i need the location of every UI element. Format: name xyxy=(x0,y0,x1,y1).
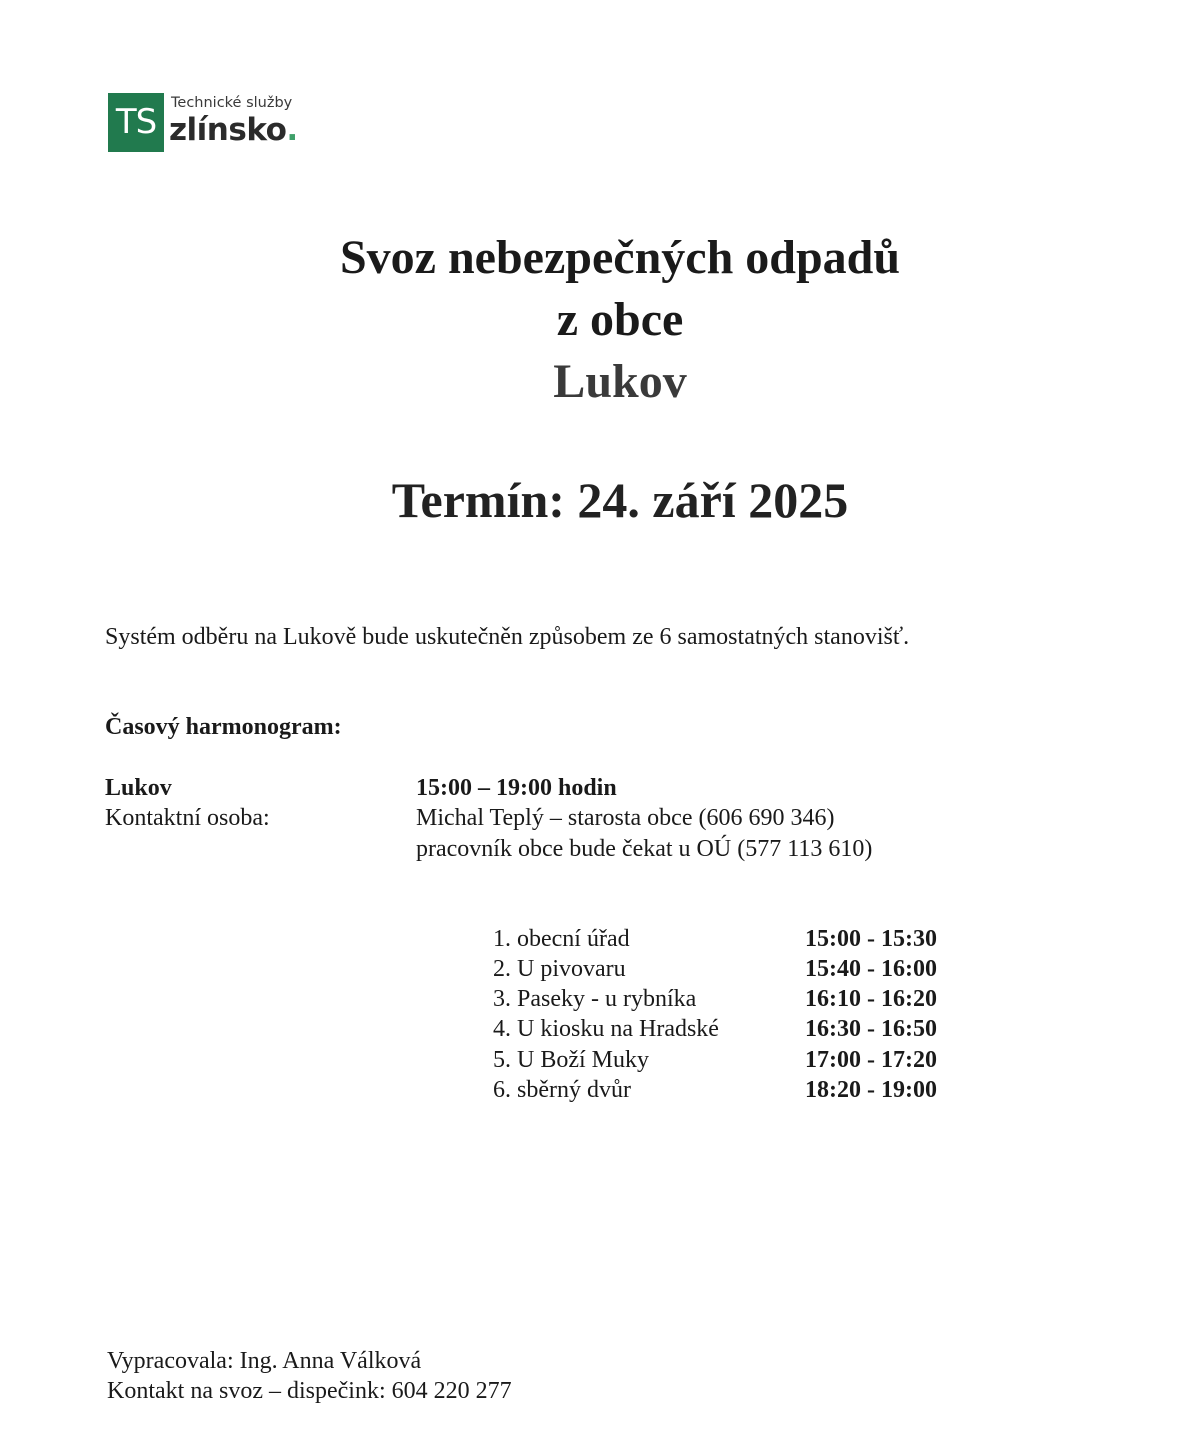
station-name: 5. U Boží Muky xyxy=(493,1047,649,1073)
station-name: 2. U pivovaru xyxy=(493,956,626,982)
logo-wordmark-text: zlínsko xyxy=(169,112,287,148)
station-time: 18:20 - 19:00 xyxy=(805,1077,937,1103)
schedule-heading: Časový harmonogram: xyxy=(105,714,342,740)
station-name: 6. sběrný dvůr xyxy=(493,1077,631,1103)
schedule-place: Lukov xyxy=(105,775,172,801)
page-title-line2: z obce xyxy=(556,293,684,346)
station-name: 4. U kiosku na Hradské xyxy=(493,1016,719,1042)
station-time: 16:10 - 16:20 xyxy=(805,986,937,1012)
contact-label: Kontaktní osoba: xyxy=(105,805,270,831)
page-title-line1: Svoz nebezpečných odpadů xyxy=(339,231,901,284)
station-time: 15:40 - 16:00 xyxy=(805,956,937,982)
station-time: 15:00 - 15:30 xyxy=(805,926,937,952)
logo-badge: TS xyxy=(108,93,164,152)
intro-paragraph: Systém odběru na Lukově bude uskutečněn způsobem ze 6 samostatných stanovišť. xyxy=(105,624,910,650)
schedule-time-range: 15:00 – 19:00 hodin xyxy=(416,775,617,801)
station-name: 1. obecní úřad xyxy=(493,926,630,952)
footer-dispatch-contact: Kontakt na svoz – dispečink: 604 220 277 xyxy=(107,1378,512,1404)
contact-office: pracovník obce bude čekat u OÚ (577 113 610) xyxy=(416,836,873,862)
logo-dot: . xyxy=(286,112,298,148)
collection-date: Termín: 24. září 2025 xyxy=(391,472,849,528)
footer-prepared-by: Vypracovala: Ing. Anna Válková xyxy=(107,1348,422,1374)
contact-person: Michal Teplý – starosta obce (606 690 346) xyxy=(416,805,835,831)
station-name: 3. Paseky - u rybníka xyxy=(493,986,697,1012)
logo-tagline: Technické služby xyxy=(171,95,293,111)
page-title-municipality: Lukov xyxy=(553,355,687,408)
logo-wordmark xyxy=(169,112,298,148)
station-time: 16:30 - 16:50 xyxy=(805,1016,937,1042)
station-time: 17:00 - 17:20 xyxy=(805,1047,937,1073)
